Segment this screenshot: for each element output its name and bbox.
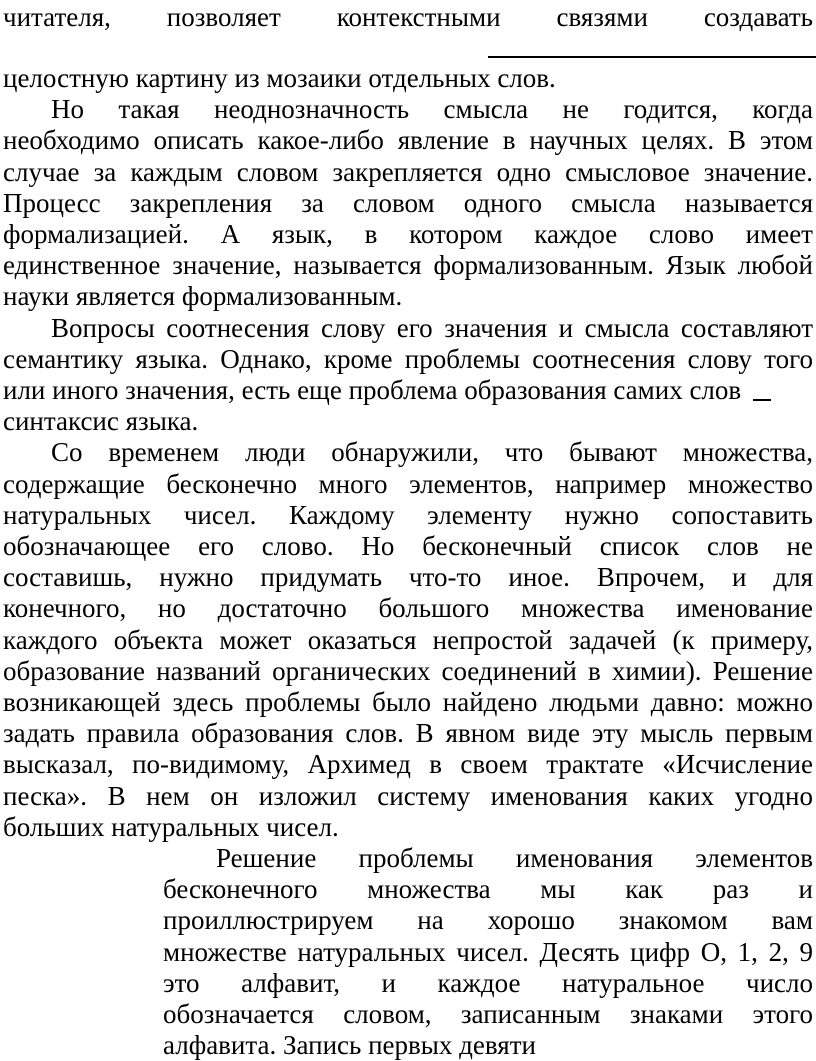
dash-mark (753, 399, 771, 401)
text-line: алфавита. Запись первых девяти (163, 1030, 536, 1060)
text-line-with-dash (3, 374, 813, 406)
underline-rule (488, 56, 816, 58)
text-line: Решение проблемы именования элементов (216, 843, 813, 873)
text-line: синтаксис языка. (3, 406, 199, 436)
text-line: бесконечного множества мы как раз и (163, 874, 813, 904)
text-line: возникающей здесь проблемы было найдено людьми давно: можно (3, 687, 813, 717)
text-line: каждого объекта может оказаться непростой задачей (к примеру, (3, 625, 813, 655)
text-line: читателя, позволяет контекстными связями создавать (3, 2, 813, 32)
text-line: натуральных чисел. Каждому элементу нужно сопоставить (3, 500, 813, 530)
text-line: высказал, по-видимому, Архимед в своем трактате «Исчисление (3, 749, 813, 779)
text-line: науки является формализованным. (3, 281, 403, 311)
text-line: или иного значения, есть еще проблема образования самих слов (3, 375, 742, 405)
text-line: составишь, нужно придумать что-то иное. Впрочем, и для (3, 562, 813, 592)
text-line: содержащие бесконечно много элементов, например множество (3, 469, 813, 499)
text-line: обозначается словом, записанным знаками этого (163, 999, 813, 1029)
text-line: необходимо описать какое-либо явление в научных целях. В этом (3, 125, 813, 155)
text-line: семантику языка. Однако, кроме проблемы соотнесения слову того (3, 344, 813, 374)
text-line: образование названий органических соединений в химии). Решение (3, 656, 813, 686)
text-line: конечного, но достаточно большого множества именование (3, 593, 813, 623)
text-line: проиллюстрируем на хорошо знакомом вам (163, 905, 813, 935)
text-line: случае за каждым словом закрепляется одно смысловое значение. (3, 157, 813, 187)
text-line: Но такая неоднозначность смысла не годится, когда (51, 94, 813, 124)
text-line: Процесс закрепления за словом одного смысла называется (3, 188, 813, 218)
text-line: единственное значение, называется формализованным. Язык любой (3, 250, 813, 280)
text-line: формализацией. А язык, в котором каждое слово имеет (3, 219, 813, 249)
text-line: Со временем люди обнаружили, что бывают множества, (51, 437, 813, 467)
text-line: это алфавит, и каждое натуральное число (163, 968, 813, 998)
text-line: больших натуральных чисел. (3, 812, 339, 842)
text-line: целостную картину из мозаики отдельных слов. (3, 63, 556, 93)
text-line: Вопросы соотнесения слову его значения и смысла составляют (51, 313, 813, 343)
text-line: обозначающее его слово. Но бесконечный список слов не (3, 531, 813, 561)
text-line: задать правила образования слов. В явном виде эту мысль первым (3, 718, 813, 748)
text-line: множестве натуральных чисел. Десять цифр О, 1, 2, 9 (163, 937, 813, 967)
text-line: песка». В нем он изложил систему именования каких угодно (3, 781, 813, 811)
